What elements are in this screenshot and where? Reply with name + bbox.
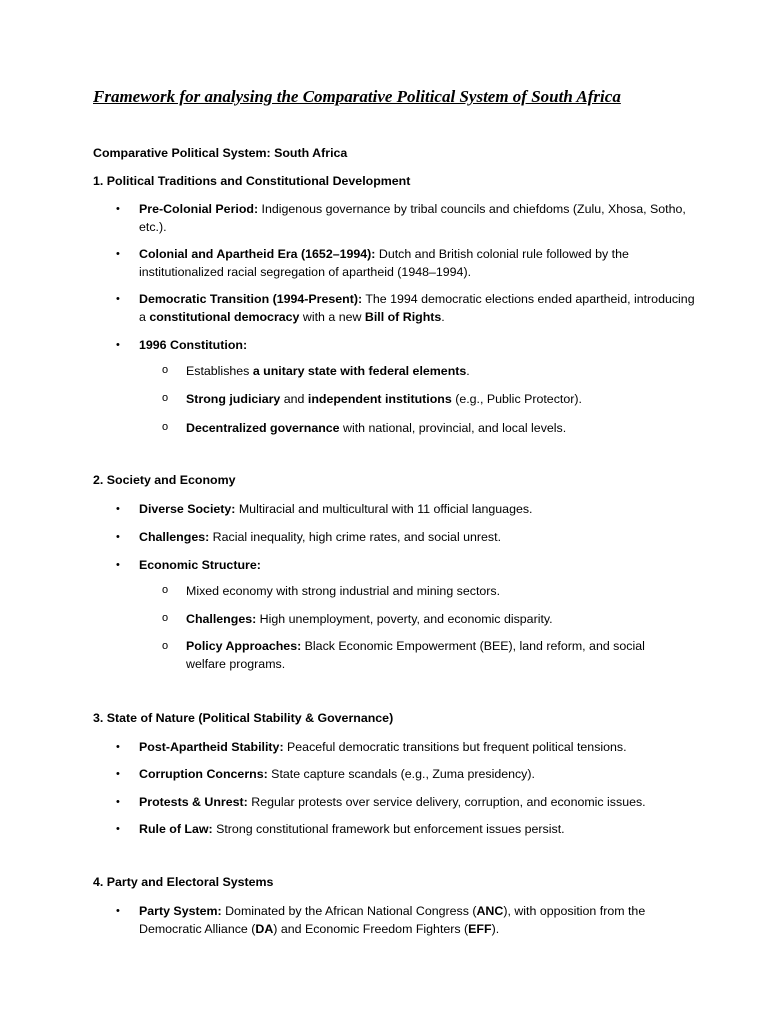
sub-bullet-marker: o	[162, 364, 169, 376]
sub-list-item	[186, 610, 686, 628]
bullet-marker: •	[116, 559, 120, 571]
item-text: (e.g., Public Protector).	[451, 392, 582, 406]
item-text: Regular protests over service delivery, corruption, and economic issues.	[247, 795, 646, 809]
list-item	[139, 556, 699, 574]
item-text: with a new	[299, 310, 365, 324]
document-subtitle: Comparative Political System: South Africa	[93, 146, 348, 160]
item-text: and	[280, 392, 308, 406]
section-4-heading: 4. Party and Electoral Systems	[93, 875, 274, 889]
sub-list-item	[186, 582, 686, 600]
list-item	[139, 793, 699, 811]
sub-list-item	[186, 362, 686, 380]
bullet-marker: •	[116, 248, 120, 260]
item-text: .	[441, 310, 445, 324]
item-text: ).	[491, 922, 500, 936]
item-label: Democratic Transition (1994-Present):	[139, 292, 363, 306]
item-label: Rule of Law:	[139, 822, 213, 836]
section-2-heading: 2. Society and Economy	[93, 473, 236, 487]
document-title: Framework for analysing the Comparative Political System of South Africa	[93, 87, 621, 106]
bullet-marker: •	[116, 741, 120, 753]
item-bold-text: a unitary state with federal elements	[252, 364, 467, 378]
list-item	[139, 902, 699, 938]
bullet-marker: •	[116, 293, 120, 305]
list-item	[139, 500, 699, 518]
item-bold-text: ANC	[476, 904, 504, 918]
item-text: Black Economic Empowerment (BEE), land reform, and social welfare programs.	[186, 639, 645, 671]
item-label: Party System:	[139, 904, 222, 918]
item-text: ) and Economic Freedom Fighters (	[273, 922, 469, 936]
item-bold-text: DA	[255, 922, 274, 936]
bullet-marker: •	[116, 905, 120, 917]
sub-bullet-marker: o	[162, 640, 169, 652]
item-bold-text: Bill of Rights	[364, 310, 442, 324]
sub-list-item	[186, 419, 686, 437]
item-label: Policy Approaches:	[186, 639, 302, 653]
item-text: Establishes	[186, 364, 253, 378]
item-bold-text: EFF	[468, 922, 492, 936]
item-text: ), with opposition from the Democratic Alliance (	[139, 904, 646, 936]
item-text: Indigenous governance by tribal councils and chiefdoms (Zulu, Xhosa, Sotho, etc.).	[139, 202, 686, 234]
item-text: Dominated by the African National Congress (	[221, 904, 477, 918]
sub-bullet-marker: o	[162, 584, 169, 596]
item-text: State capture scandals (e.g., Zuma presidency).	[267, 767, 535, 781]
list-item	[139, 290, 699, 326]
bullet-marker: •	[116, 796, 120, 808]
item-text: Racial inequality, high crime rates, and social unrest.	[209, 530, 502, 544]
list-item	[139, 820, 699, 838]
list-item	[139, 765, 699, 783]
item-bold-text: Decentralized governance	[186, 421, 340, 435]
section-1-heading: 1. Political Traditions and Constitutional Development	[93, 174, 411, 188]
item-label: Challenges:	[186, 612, 257, 626]
list-item	[139, 336, 699, 354]
item-text: Mixed economy with strong industrial and mining sectors.	[186, 584, 501, 598]
sub-bullet-marker: o	[162, 392, 169, 404]
item-label: 1996 Constitution:	[139, 338, 248, 352]
item-text: High unemployment, poverty, and economic disparity.	[256, 612, 553, 626]
item-label: Challenges:	[139, 530, 210, 544]
item-text: Strong constitutional framework but enforcement issues persist.	[212, 822, 565, 836]
item-bold-text: constitutional democracy	[149, 310, 300, 324]
item-text: Multiracial and multicultural with 11 official languages.	[235, 502, 533, 516]
sub-list-item	[186, 637, 686, 673]
item-label: Economic Structure:	[139, 558, 261, 572]
item-text: Dutch and British colonial rule followed by the institutionalized racial segregation of apartheid (1948–1994).	[139, 247, 629, 279]
item-label: Pre-Colonial Period:	[139, 202, 259, 216]
bullet-marker: •	[116, 531, 120, 543]
item-text: Peaceful democratic transitions but frequent political tensions.	[283, 740, 627, 754]
section-3-heading: 3. State of Nature (Political Stability & Governance)	[93, 711, 394, 725]
list-item	[139, 528, 699, 546]
item-label: Post-Apartheid Stability:	[139, 740, 284, 754]
list-item	[139, 200, 699, 236]
item-bold-text: independent institutions	[307, 392, 452, 406]
item-bold-text: Strong judiciary	[186, 392, 281, 406]
sub-list-item	[186, 390, 686, 408]
list-item	[139, 738, 699, 756]
bullet-marker: •	[116, 339, 120, 351]
list-item	[139, 245, 699, 281]
bullet-marker: •	[116, 823, 120, 835]
item-label: Colonial and Apartheid Era (1652–1994):	[139, 247, 376, 261]
item-label: Diverse Society:	[139, 502, 236, 516]
sub-bullet-marker: o	[162, 612, 169, 624]
bullet-marker: •	[116, 503, 120, 515]
sub-bullet-marker: o	[162, 421, 169, 433]
item-label: Protests & Unrest:	[139, 795, 248, 809]
item-text: .	[466, 364, 470, 378]
item-text: with national, provincial, and local levels.	[339, 421, 567, 435]
bullet-marker: •	[116, 768, 120, 780]
item-label: Corruption Concerns:	[139, 767, 268, 781]
bullet-marker: •	[116, 203, 120, 215]
item-text: The 1994 democratic elections ended apartheid, introducing a	[139, 292, 695, 324]
